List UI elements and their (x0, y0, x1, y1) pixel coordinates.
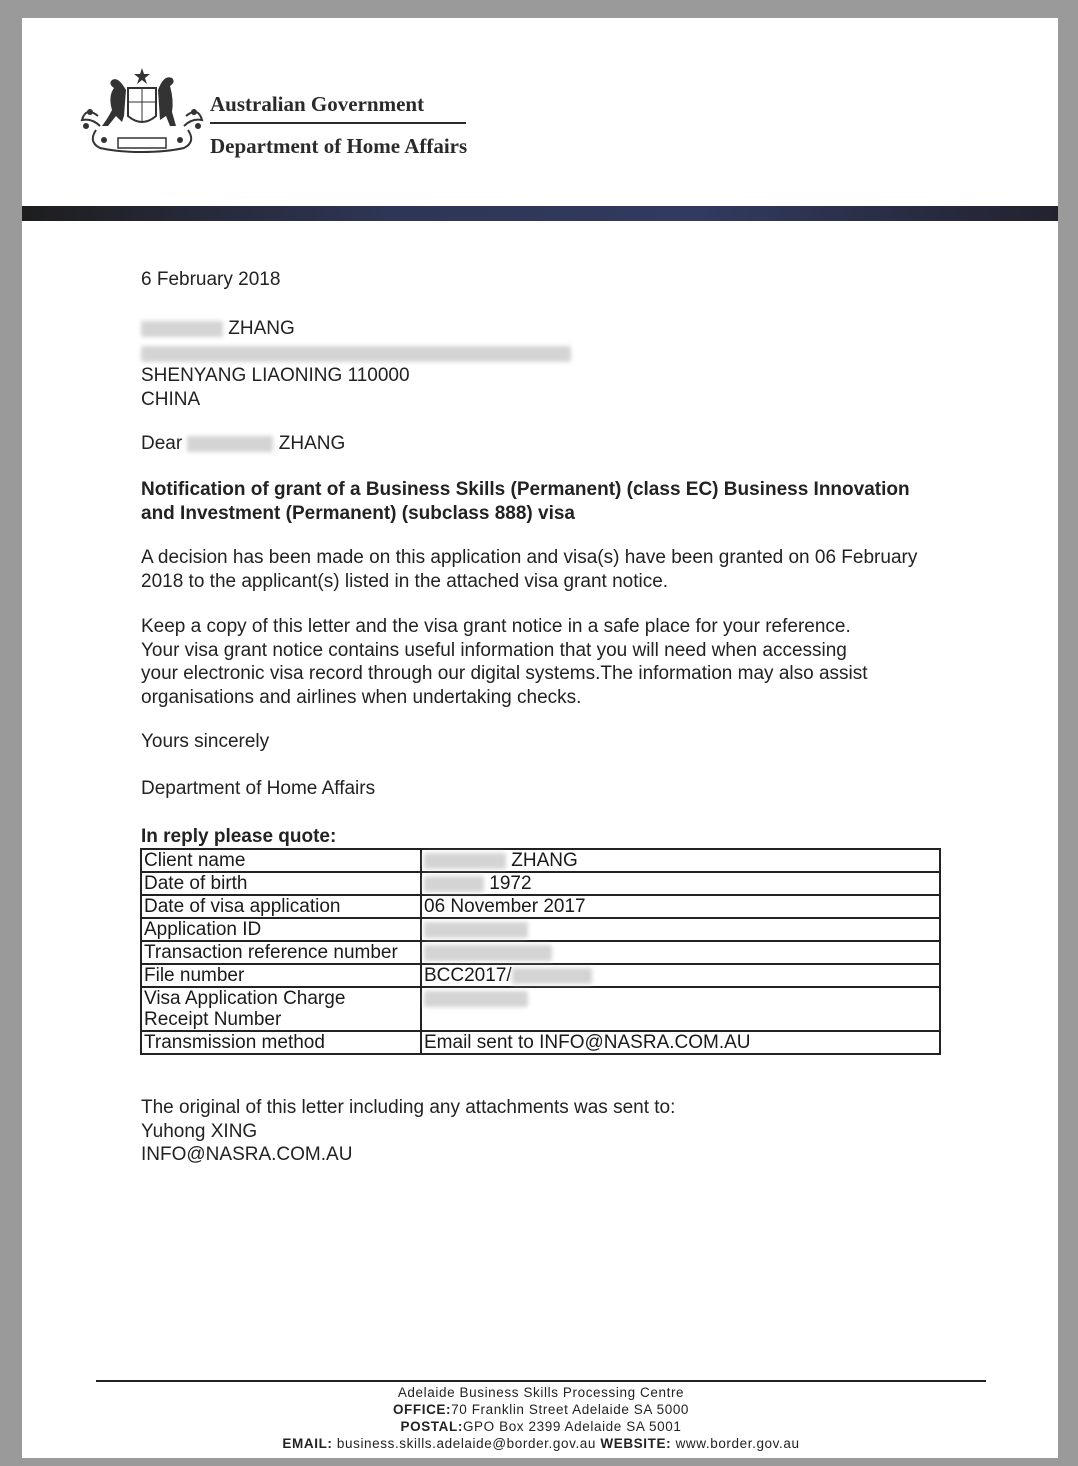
redacted-value (424, 945, 552, 961)
letter-date: 6 February 2018 (141, 269, 281, 290)
letter-subject (141, 478, 910, 525)
recipient-street (141, 342, 571, 366)
footer-office (96, 1401, 986, 1418)
table-value: Email sent to INFO@NASRA.COM.AU (421, 1031, 940, 1054)
table-row (141, 964, 940, 987)
footer-label: POSTAL: (400, 1419, 463, 1434)
table-value (421, 964, 940, 987)
redacted-value (424, 922, 528, 938)
table-value (421, 941, 940, 964)
table-value (421, 872, 940, 895)
header-bar (22, 206, 1058, 221)
file-number-prefix: BCC2017/ (424, 965, 512, 986)
salutation (141, 432, 345, 456)
table-label: Date of birth (141, 872, 421, 895)
redacted-value (424, 853, 506, 869)
footer-value: 70 Franklin Street Adelaide SA 5000 (451, 1402, 690, 1417)
letterhead (22, 18, 1058, 206)
redacted-given-name (187, 436, 273, 452)
salutation-word: Dear (141, 433, 183, 454)
footer-label: EMAIL: (282, 1436, 333, 1451)
recipient-country: CHINA (141, 389, 201, 410)
birth-year: 1972 (489, 873, 532, 894)
wordmark-divider (210, 122, 466, 124)
table-row (141, 849, 940, 872)
table-label (141, 987, 421, 1031)
table-row (141, 918, 940, 941)
table-row (141, 895, 940, 918)
salutation-surname: ZHANG (278, 433, 346, 454)
subject-line: and Investment (Permanent) (subclass 888) visa (141, 502, 575, 524)
reply-heading: In reply please quote: (141, 826, 337, 847)
footer-contact (96, 1435, 986, 1452)
coat-of-arms-icon (78, 66, 206, 164)
table-label: Application ID (141, 918, 421, 941)
footer-label: WEBSITE: (600, 1436, 672, 1451)
redacted-value (424, 876, 484, 892)
recipient-surname: ZHANG (228, 318, 295, 339)
paragraph-keep-copy (141, 615, 868, 709)
table-row (141, 987, 940, 1031)
redacted-street (141, 346, 571, 362)
department-name: Department of Home Affairs (210, 134, 468, 158)
paragraph-line: 2018 to the applicant(s) listed in the attached visa grant notice. (141, 570, 669, 592)
redacted-given-name (141, 321, 223, 337)
signatory: Department of Home Affairs (141, 778, 376, 799)
label-line: Visa Application Charge (144, 988, 346, 1009)
recipient-name (141, 317, 295, 341)
government-wordmark (210, 92, 467, 159)
paragraph-line: A decision has been made on this application and visa(s) have been granted on 06 February (141, 547, 918, 568)
table-value (421, 849, 940, 872)
redacted-value (424, 991, 528, 1007)
sent-to-intro: The original of this letter including any attachments was sent to: (141, 1097, 676, 1118)
redacted-value (512, 968, 592, 984)
table-value (421, 987, 940, 1031)
sent-to-name: Yuhong XING (141, 1120, 258, 1142)
government-name: Australian Government (210, 92, 425, 116)
table-value: 06 November 2017 (421, 895, 940, 918)
table-label: Client name (141, 849, 421, 872)
paragraph-line: Keep a copy of this letter and the visa grant notice in a safe place for your reference. (141, 616, 851, 637)
table-label: Transmission method (141, 1031, 421, 1054)
paragraph-decision (141, 546, 917, 593)
table-row (141, 872, 940, 895)
subject-line: Notification of grant of a Business Skills (Permanent) (class EC) Business Innovation (141, 479, 910, 500)
label-line: Receipt Number (144, 1009, 282, 1030)
footer (96, 1384, 986, 1452)
closing: Yours sincerely (141, 731, 270, 752)
table-value (421, 918, 940, 941)
paragraph-line: organisations and airlines when undertaking checks. (141, 686, 582, 708)
footer-centre: Adelaide Business Skills Processing Centre (397, 1385, 685, 1400)
sent-to-block (141, 1096, 675, 1167)
paragraph-line: your electronic visa record through our digital systems.The information may also assist (141, 663, 868, 684)
footer-postal (96, 1418, 986, 1435)
footer-label: OFFICE: (392, 1402, 452, 1417)
reply-table (140, 848, 941, 1055)
recipient-city: SHENYANG LIAONING 110000 (141, 365, 410, 386)
table-label: File number (141, 964, 421, 987)
sent-to-email: INFO@NASRA.COM.AU (141, 1144, 353, 1165)
footer-divider (96, 1380, 986, 1382)
table-label: Date of visa application (141, 895, 421, 918)
footer-website: www.border.gov.au (675, 1436, 800, 1451)
letter-page (22, 18, 1058, 1458)
table-row (141, 941, 940, 964)
paragraph-line: Your visa grant notice contains useful information that you will need when accessing (141, 639, 847, 661)
footer-value: GPO Box 2399 Adelaide SA 5001 (462, 1419, 682, 1434)
client-surname: ZHANG (511, 850, 578, 871)
table-row (141, 1031, 940, 1054)
table-label: Transaction reference number (141, 941, 421, 964)
footer-email: business.skills.adelaide@border.gov.au (336, 1436, 597, 1451)
